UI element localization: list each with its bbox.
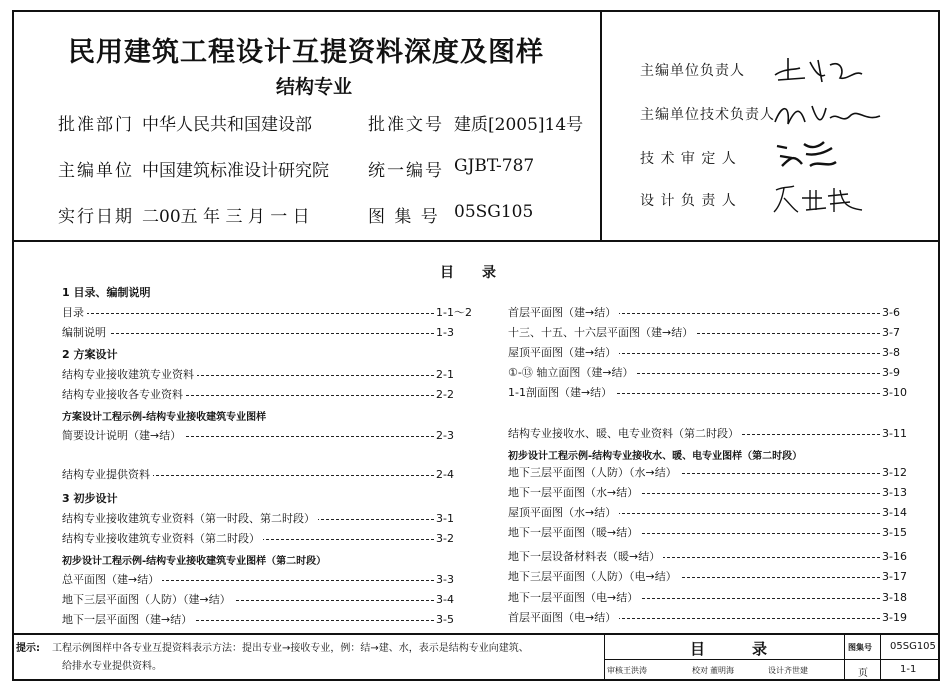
toc-entry[interactable] — [508, 505, 918, 521]
atlas-no: 05SG105 — [454, 202, 534, 222]
toc-entry-page: 3-5 — [436, 612, 472, 628]
toc-entry-title: 屋顶平面图（建→结） — [508, 345, 619, 361]
check-label: 校对 — [692, 666, 708, 675]
footer-rule — [14, 633, 940, 635]
approval-doc-label: 批准文号 — [368, 115, 444, 135]
toc-entry-page: 3-3 — [436, 572, 472, 588]
toc-entry-page: 3-1 — [436, 511, 472, 527]
toc-entry[interactable] — [508, 549, 918, 565]
toc-entry[interactable] — [62, 428, 472, 444]
page-label: 页 — [858, 668, 868, 679]
header-info — [14, 12, 598, 240]
unified-no: GJBT-787 — [454, 156, 535, 176]
atlas-label: 图集号 — [848, 643, 872, 652]
toc-subsection: 初步设计工程示例-结构专业接收建筑专业图样（第二时段） — [62, 556, 327, 567]
approval-dept-label: 批准部门 — [58, 115, 134, 135]
document-title: 民用建筑工程设计互提资料深度及图样 — [68, 37, 544, 68]
toc-entry-page: 3-12 — [882, 465, 918, 481]
toc-entry[interactable] — [62, 531, 472, 547]
resp-label-4: 设 计 负 责 人 — [640, 193, 737, 209]
toc-entry-title: 地下一层平面图（建→结） — [62, 612, 195, 628]
toc-entry[interactable] — [62, 325, 472, 341]
reviewer: 王洪涛 — [623, 666, 647, 675]
document-subtitle: 结构专业 — [275, 76, 352, 98]
toc-entry-page: 3-13 — [882, 485, 918, 501]
unified-no-label: 统一编号 — [368, 161, 444, 181]
toc-subsection: 方案设计工程示例-结构专业接收建筑专业图样 — [62, 412, 267, 423]
toc-entry[interactable] — [508, 365, 918, 381]
toc-entry-title: 地下三层平面图（人防）（水→结） — [508, 465, 680, 481]
toc-entry[interactable] — [62, 305, 472, 321]
toc-entry-title: 地下三层平面图（人防）（建→结） — [62, 592, 234, 608]
toc-entry[interactable] — [508, 305, 918, 321]
toc-entry-page: 3-6 — [882, 305, 918, 321]
header-divider — [600, 12, 602, 242]
toc-entry[interactable] — [508, 385, 918, 401]
header-bottom-rule — [14, 240, 940, 242]
toc-entry-title: 地下一层平面图（电→结） — [508, 590, 641, 606]
toc-entry[interactable] — [62, 592, 472, 608]
toc-entry-page: 3-7 — [882, 325, 918, 341]
title-block-divider — [844, 635, 845, 681]
toc-entry-page: 3-4 — [436, 592, 472, 608]
toc-entry-page: 3-8 — [882, 345, 918, 361]
toc-entry-page: 2-2 — [436, 387, 472, 403]
toc-entry-title: 1-1剖面图（建→结） — [508, 385, 615, 401]
toc-entry-page: 3-16 — [882, 549, 918, 565]
toc-entry[interactable] — [508, 485, 918, 501]
toc-entry-page: 3-10 — [882, 385, 918, 401]
toc-entry-title: 结构专业接收建筑专业资料 — [62, 367, 197, 383]
toc-entry-title: 地下一层平面图（水→结） — [508, 485, 641, 501]
toc-title: 目 录 — [440, 265, 496, 281]
resp-label-1: 主编单位负责人 — [640, 63, 745, 79]
toc-entry-title: ①-⑬ 轴立面图（建→结） — [508, 365, 637, 381]
toc-entry-title: 首层平面图（电→结） — [508, 610, 619, 626]
designer: 齐世建 — [784, 666, 808, 675]
review-label: 审核 — [607, 666, 623, 675]
toc-entry-page: 3-11 — [882, 426, 918, 442]
toc-entry-title: 简要设计说明（建→结） — [62, 428, 184, 444]
toc-entry[interactable] — [508, 345, 918, 361]
design-label: 设计 — [768, 666, 784, 675]
toc-entry-page: 3-17 — [882, 569, 918, 585]
toc-entry[interactable] — [62, 612, 472, 628]
toc-entry-page: 2-1 — [436, 367, 472, 383]
signature-4 — [770, 180, 870, 216]
toc-entry-title: 结构专业提供资料 — [62, 467, 153, 483]
toc-entry-title: 地下一层平面图（暖→结） — [508, 525, 641, 541]
resp-label-2: 主编单位技术负责人 — [640, 107, 775, 123]
toc-entry[interactable] — [62, 467, 472, 483]
toc-entry-title: 地下三层平面图（人防）（电→结） — [508, 569, 680, 585]
toc-entry-page: 1-1～2 — [436, 306, 472, 319]
toc-entry-title: 总平面图（建→结） — [62, 572, 162, 588]
toc-entry-page: 1-3 — [436, 325, 472, 341]
atlas-no-footer: 05SG105 — [890, 641, 936, 652]
resp-label-3: 技 术 审 定 人 — [640, 151, 737, 167]
toc-entry[interactable] — [508, 610, 918, 626]
approval-doc: 建质[2005]14号 — [454, 115, 584, 135]
toc-entry[interactable] — [508, 525, 918, 541]
toc-entry-title: 首层平面图（建→结） — [508, 305, 619, 321]
toc-entry-page: 2-4 — [436, 467, 472, 483]
toc-entry-title: 十三、十五、十六层平面图（建→结） — [508, 325, 696, 341]
approval-dept: 中华人民共和国建设部 — [142, 115, 312, 135]
page-no: 1-1 — [900, 664, 917, 675]
toc-entry-title: 结构专业接收建筑专业资料（第二时段） — [62, 531, 263, 547]
toc-entry[interactable] — [508, 569, 918, 585]
toc-section: 3 初步设计 — [62, 492, 118, 505]
editor: 中国建筑标准设计研究院 — [142, 161, 329, 181]
toc-entry[interactable] — [508, 465, 918, 481]
toc-entry-title: 结构专业接收水、暖、电专业资料（第二时段） — [508, 426, 742, 442]
toc-entry-page: 3-15 — [882, 525, 918, 541]
toc-entry[interactable] — [62, 511, 472, 527]
toc-entry-title: 编制说明 — [62, 325, 109, 341]
toc-entry-page: 3-18 — [882, 590, 918, 606]
signature-3 — [772, 136, 842, 174]
checker: 董明海 — [710, 666, 734, 675]
note-label: 提示: — [16, 643, 40, 654]
toc-entry-title: 结构专业接收建筑专业资料（第一时段、第二时段） — [62, 511, 318, 527]
title-block-divider — [880, 635, 881, 681]
toc-entry-title: 地下一层设备材料表（暖→结） — [508, 549, 663, 565]
toc-entry[interactable] — [62, 572, 472, 588]
effective-label: 实行日期 — [58, 207, 134, 227]
toc-entry-page: 3-9 — [882, 365, 918, 381]
title-block-title: 目 录 — [690, 640, 784, 658]
toc-section: 2 方案设计 — [62, 348, 118, 361]
note-line-2: 给排水专业提供资料。 — [62, 661, 162, 672]
toc-entry[interactable] — [508, 590, 918, 606]
toc-entry-title: 目录 — [62, 305, 87, 321]
toc-entry[interactable] — [62, 387, 472, 403]
title-block-rule — [604, 659, 940, 660]
toc-entry[interactable] — [508, 426, 918, 442]
toc-entry[interactable] — [508, 325, 918, 341]
toc-entry-page: 3-19 — [882, 610, 918, 626]
signature-1 — [770, 50, 880, 90]
toc-section: 1 目录、编制说明 — [62, 286, 151, 299]
editor-label: 主编单位 — [58, 161, 134, 181]
title-block-divider — [604, 635, 605, 681]
toc-entry-page: 3-14 — [882, 505, 918, 521]
toc-entry-title: 结构专业接收各专业资料 — [62, 387, 186, 403]
toc-entry-page: 3-2 — [436, 531, 472, 547]
signature-2 — [770, 94, 890, 134]
toc-entry[interactable] — [62, 367, 472, 383]
toc-subsection: 初步设计工程示例-结构专业接收水、暖、电专业图样（第二时段） — [508, 451, 803, 462]
note-line-1: 工程示例图样中各专业互提资料表示方法：提出专业→接收专业，例：结→建、水，表示是结构专业向建筑、 — [52, 643, 529, 654]
atlas-no-label: 图 集 号 — [368, 207, 440, 227]
toc-entry-page: 2-3 — [436, 428, 472, 444]
effective-date: 二00五 年 三 月 一 日 — [142, 207, 310, 227]
toc-entry-title: 屋顶平面图（水→结） — [508, 505, 619, 521]
